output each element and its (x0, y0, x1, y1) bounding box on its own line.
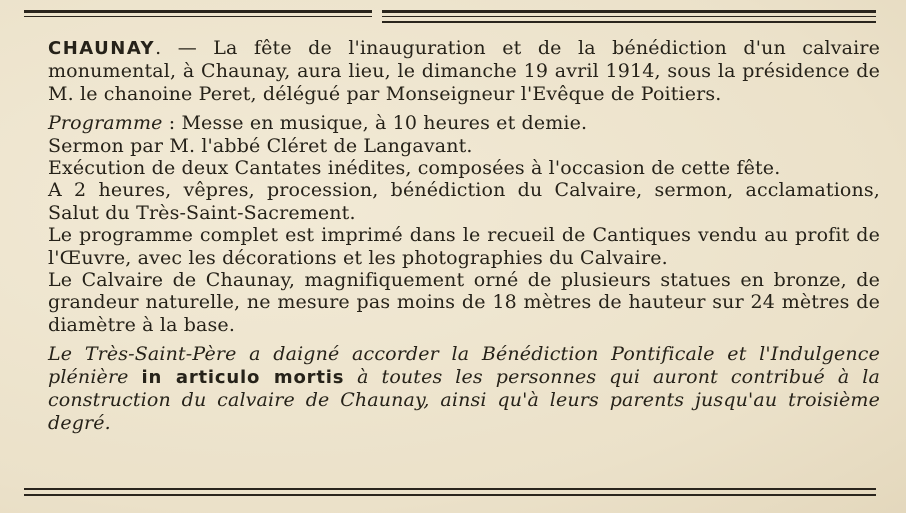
vepres-line: A 2 heures, vêpres, procession, bénédiction du Calvaire, sermon, acclamations, Salut du Très-Saint-Sacrement. (48, 179, 880, 224)
bottom-rule-2 (24, 494, 876, 496)
calvaire-line: Le Calvaire de Chaunay, magnifiquement orné de plusieurs statues en bronze, de grandeur naturelle, ne mesure pas moins de 18 mètres de hauteur sur 24 mètres de diamètre à la base. (48, 269, 880, 336)
sermon-line: Sermon par M. l'abbé Cléret de Langavant. (48, 134, 473, 157)
top-rule-right-3 (382, 21, 876, 23)
top-rule-right-1 (382, 10, 876, 13)
top-rule-left-2 (24, 16, 372, 17)
intro-paragraph (48, 37, 880, 105)
programme-line (48, 112, 880, 134)
bottom-rule-1 (24, 488, 876, 490)
top-rule-left-1 (24, 10, 372, 13)
indulgence-latin: in articulo mortis (141, 366, 345, 388)
cantates-line: Exécution de deux Cantates inédites, composées à l'occasion de cette fête. (48, 157, 781, 180)
indulgence-text-1: Le Très-Saint-Père a daigné accorder la Bénédiction Pontificale et l'Indulgence plénière (48, 343, 880, 388)
top-rule-right-2 (382, 16, 876, 17)
article-body (48, 37, 880, 434)
programme-label: Programme (48, 112, 163, 135)
indulgence-text-2: à toutes les personnes qui auront contribué à la construction du calvaire de Chaunay, ainsi qu'à leurs parents jusqu'au troisième degré. (48, 365, 880, 434)
place-heading: CHAUNAY (48, 38, 156, 59)
programme-text: : Messe en musique, à 10 heures et demie. (162, 112, 588, 135)
programme-complet-line: Le programme complet est imprimé dans le recueil de Cantiques vendu au profit de l'Œuvre, avec les décorations et les photographies du Calvaire. (48, 224, 880, 269)
indulgence-paragraph (48, 343, 880, 434)
intro-text: . — La fête de l'inauguration et de la bénédiction d'un calvaire monumental, à Chaunay, aura lieu, le dimanche 19 avril 1914, sous la présidence de M. le chanoine Peret, délégué par Monseigneur l'Evêque de Poitiers. (48, 37, 880, 105)
